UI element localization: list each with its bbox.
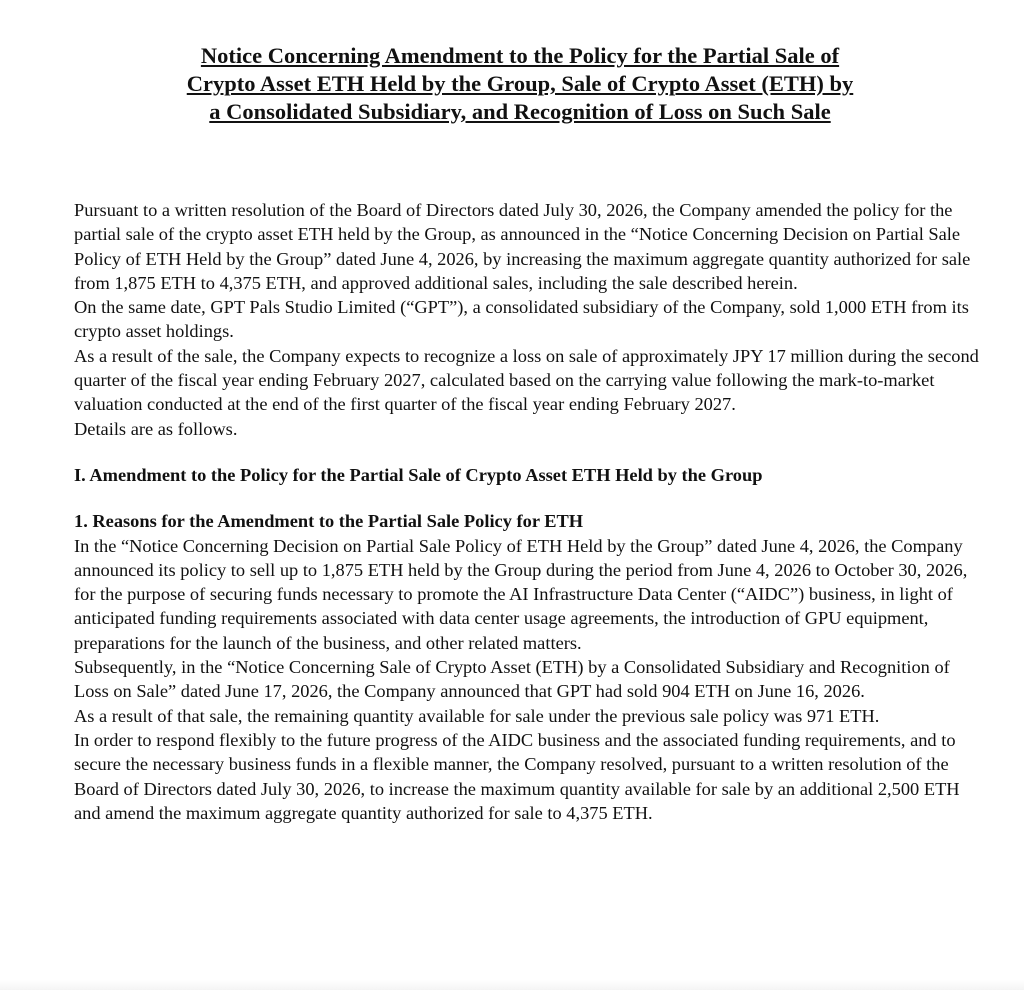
document-title [120,42,920,126]
subsection-1-paragraph-1: In the “Notice Concerning Decision on Partial Sale Policy of ETH Held by the Group” dated June 4, 2026, the Company announced its policy to sell up to 1,875 ETH held by the Group during the period from June 4, 2026 to October 30, 2026, for the purpose of securing funds necessary to promote the AI Infrastructure Data Center (“AIDC”) business, in light of anticipated funding requirements associated with data center usage agreements, the introduction of GPU equipment, preparations for the launch of the business, and other related matters. [74,535,968,653]
intro-paragraph-1: Pursuant to a written resolution of the Board of Directors dated July 30, 2026, the Company amended the policy for the partial sale of the crypto asset ETH held by the Group, as announced in the “Notice Concerning Decision on Partial Sale Policy of ETH Held by the Group” dated June 4, 2026, by increasing the maximum aggregate quantity authorized for sale from 1,875 ETH to 4,375 ETH, and approved additional sales, including the sale described herein. [74,200,971,293]
subsection-1-paragraph-4: In order to respond flexibly to the future progress of the AIDC business and the associated funding requirements, and to secure the necessary business funds in a flexible manner, the Company resolved, pursuant to a written resolution of the Board of Directors dated July 30, 2026, to increase the maximum quantity available for sale by an additional 2,500 ETH and amend the maximum aggregate quantity authorized for sale to 4,375 ETH. [74,729,960,823]
subsection-heading-1: 1. Reasons for the Amendment to the Partial Sale Policy for ETH [74,511,584,532]
page-bottom-edge [0,980,1024,990]
intro-paragraph-3: As a result of the sale, the Company expects to recognize a loss on sale of approximately JPY 17 million during the second quarter of the fiscal year ending February 2027, calculated based on the carrying value following the mark-to-market valuation conducted at the end of the first quarter of the fiscal year ending February 2027. [74,345,979,415]
title-line-2: Crypto Asset ETH Held by the Group, Sale of Crypto Asset (ETH) by [186,71,854,96]
document-body [74,198,980,825]
title-line-1: Notice Concerning Amendment to the Policy for the Partial Sale of [200,43,840,68]
title-line-3: a Consolidated Subsidiary, and Recognition of Loss on Such Sale [209,99,831,124]
subsection-1-paragraph-3: As a result of that sale, the remaining quantity available for sale under the previous sale policy was 971 ETH. [74,705,880,726]
intro-paragraph-2: On the same date, GPT Pals Studio Limited (“GPT”), a consolidated subsidiary of the Company, sold 1,000 ETH from its crypto asset holdings. [74,297,969,342]
intro-paragraph-4: Details are as follows. [74,418,238,439]
section-heading-1: I. Amendment to the Policy for the Partial Sale of Crypto Asset ETH Held by the Group [74,464,763,485]
subsection-1-paragraph-2: Subsequently, in the “Notice Concerning Sale of Crypto Asset (ETH) by a Consolidated Subsidiary and Recognition of Loss on Sale” dated June 17, 2026, the Company announced that GPT had sold 904 ETH on June 16, 2026. [74,657,950,702]
